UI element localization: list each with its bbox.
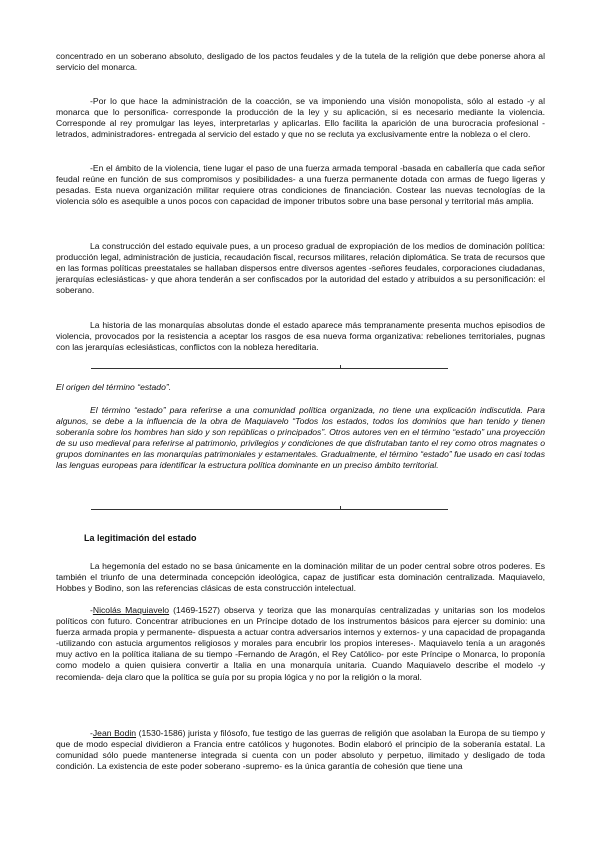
- paragraph-monarquias-absolutas: La historia de las monarquías absolutas donde el estado aparece más tempranamente presenta muchos episodios de violencia, provocados por la resistencia a aceptar los rasgos de esa nueva forma organizativa: rebeliones territoriales, pugnas con las jerarquías eclesiásticas, conflictos con la nobleza hereditaria.: [56, 320, 545, 353]
- paragraph-bodin-dash: -: [90, 728, 93, 738]
- paragraph-violencia: -En el ámbito de la violencia, tiene lugar el paso de una fuerza armada temporal -basada en caballería que cada señor feudal reúne en función de sus compromisos y posibilidades- a una fuerza permanente dotada con armas de fuego ligeras y pesadas. Esta nueva organización militar requiere otras condiciones de financiación. Costear las nuevas tecnologías de la violencia sólo es asequible a unos pocos con capacidad de imponer tributos sobre una base personal y territorial más amplia.: [56, 163, 545, 207]
- section-heading: La legitimación del estado: [84, 533, 197, 543]
- paragraph-maquiavelo-dash: -: [90, 605, 93, 615]
- box-bottom-rule-tick: [340, 506, 341, 510]
- bodin-name: Jean Bodin: [92, 728, 137, 738]
- box-bottom-rule: [91, 509, 448, 510]
- box-title: El origen del término “estado”.: [56, 382, 172, 392]
- paragraph-continuation: concentrado en un soberano absoluto, desligado de los pactos feudales y de la tutela de la religión que debe ponerse ahora al servicio del monarca.: [56, 51, 545, 73]
- maquiavelo-name: Nicolás Maquiavelo: [92, 605, 170, 615]
- box-top-rule-tick: [340, 365, 341, 369]
- paragraph-bodin: [56, 728, 545, 772]
- paragraph-hegemonia: La hegemonía del estado no se basa únicamente en la dominación militar de un poder central sobre otros poderes. Es también el triunfo de una determinada concepción ideológica, capaz de justificar esta dominación centralizada. Maquiavelo, Hobbes y Bodino, son las referencias clásicas de esta construcción intelectual.: [56, 561, 545, 594]
- paragraph-maquiavelo: [56, 605, 545, 683]
- paragraph-maquiavelo-text: (1469-1527) observa y teoriza que las monarquías centralizadas y unitarias son los modelos políticos con futuro. Concentrar atribuciones en un Príncipe dotado de los instrumentos básicos para ejercer su dominio: una fuerza armada propia y permanente- dispuesta a actuar contra adversarios internos y externos- y una capacidad de propaganda -utilizando con astucia argumentos religiosos y morales para encubrir los propios intereses-. Maquiavelo tenía a un aragonés muy activo en la política italiana de su tiempo -Fernando de Aragón, el Rey Católico- por este Príncipe o Monarca, lo proponía como modelo a quien quisiera convertir a Italia en una monarquía unitaria. Cuando Maquiavelo describe el modelo -y recomienda- deja claro que la política se guía por su propia lógica y no por la religión o la moral.: [56, 605, 546, 682]
- paragraph-bodin-text: (1530-1586) jurista y filósofo, fue testigo de las guerras de religión que asolaban la Europa de su tiempo y que de modo especial dividieron a Francia entre católicos y hugonotes. Bodin elaboró el principio de la soberanía estatal. La comunidad sólo puede mantenerse integrada si cuenta con un poder absoluto y perpetuo, ilimitado y desligado de toda condición. La existencia de este poder soberano -supremo- es la única garantía de cohesión que tiene una: [56, 728, 545, 772]
- box-top-rule: [91, 368, 448, 369]
- paragraph-construccion-estado: La construcción del estado equivale pues, a un proceso gradual de expropiación de los medios de dominación política: producción legal, administración de justicia, recaudación fiscal, recursos militares, relación diplomática. Se trata de recursos que en las formas políticas preestatales se hallaban dispersos entre diversos agentes -señores feudales, corporaciones ciudadanas, jerarquías eclesiásticas- y que ahora tenderán a ser confiscados por la autoridad del estado y atribuidos a su personificación: el soberano.: [56, 241, 545, 296]
- paragraph-coaccion: -Por lo que hace la administración de la coacción, se va imponiendo una visión monopolista, sólo al estado -y al monarca que lo personifica- corresponde la producción de la ley y su aplicación, si es necesario mediante la violencia. Corresponde al rey promulgar las leyes, interpretarlas y aplicarlas. Ello facilita la aparición de una burocracia profesional -letrados, administradores- entregada al servicio del estado y que no se recluta ya exclusivamente entre la nobleza o el clero.: [56, 96, 545, 140]
- box-text: El término “estado” para referirse a una comunidad política organizada, no tiene una explicación indiscutida. Para algunos, se debe a la influencia de la obra de Maquiavelo “Todos los estados, todos los dominios que han tenido y tienen soberanía sobre los hombres han sido y son repúblicas o principados”. Otros autores ven en el término “estado” una proyección de su uso medieval para referirse al patrimonio, privilegios y condiciones de que disfrutaban tanto el rey como otros magnates o grupos dominantes en las monarquías patrimoniales y estamentales. Gradualmente, el término “estado” fue usado en casi todas las lenguas europeas para identificar la estructura política dominante en un preciso ámbito territorial.: [56, 405, 545, 471]
